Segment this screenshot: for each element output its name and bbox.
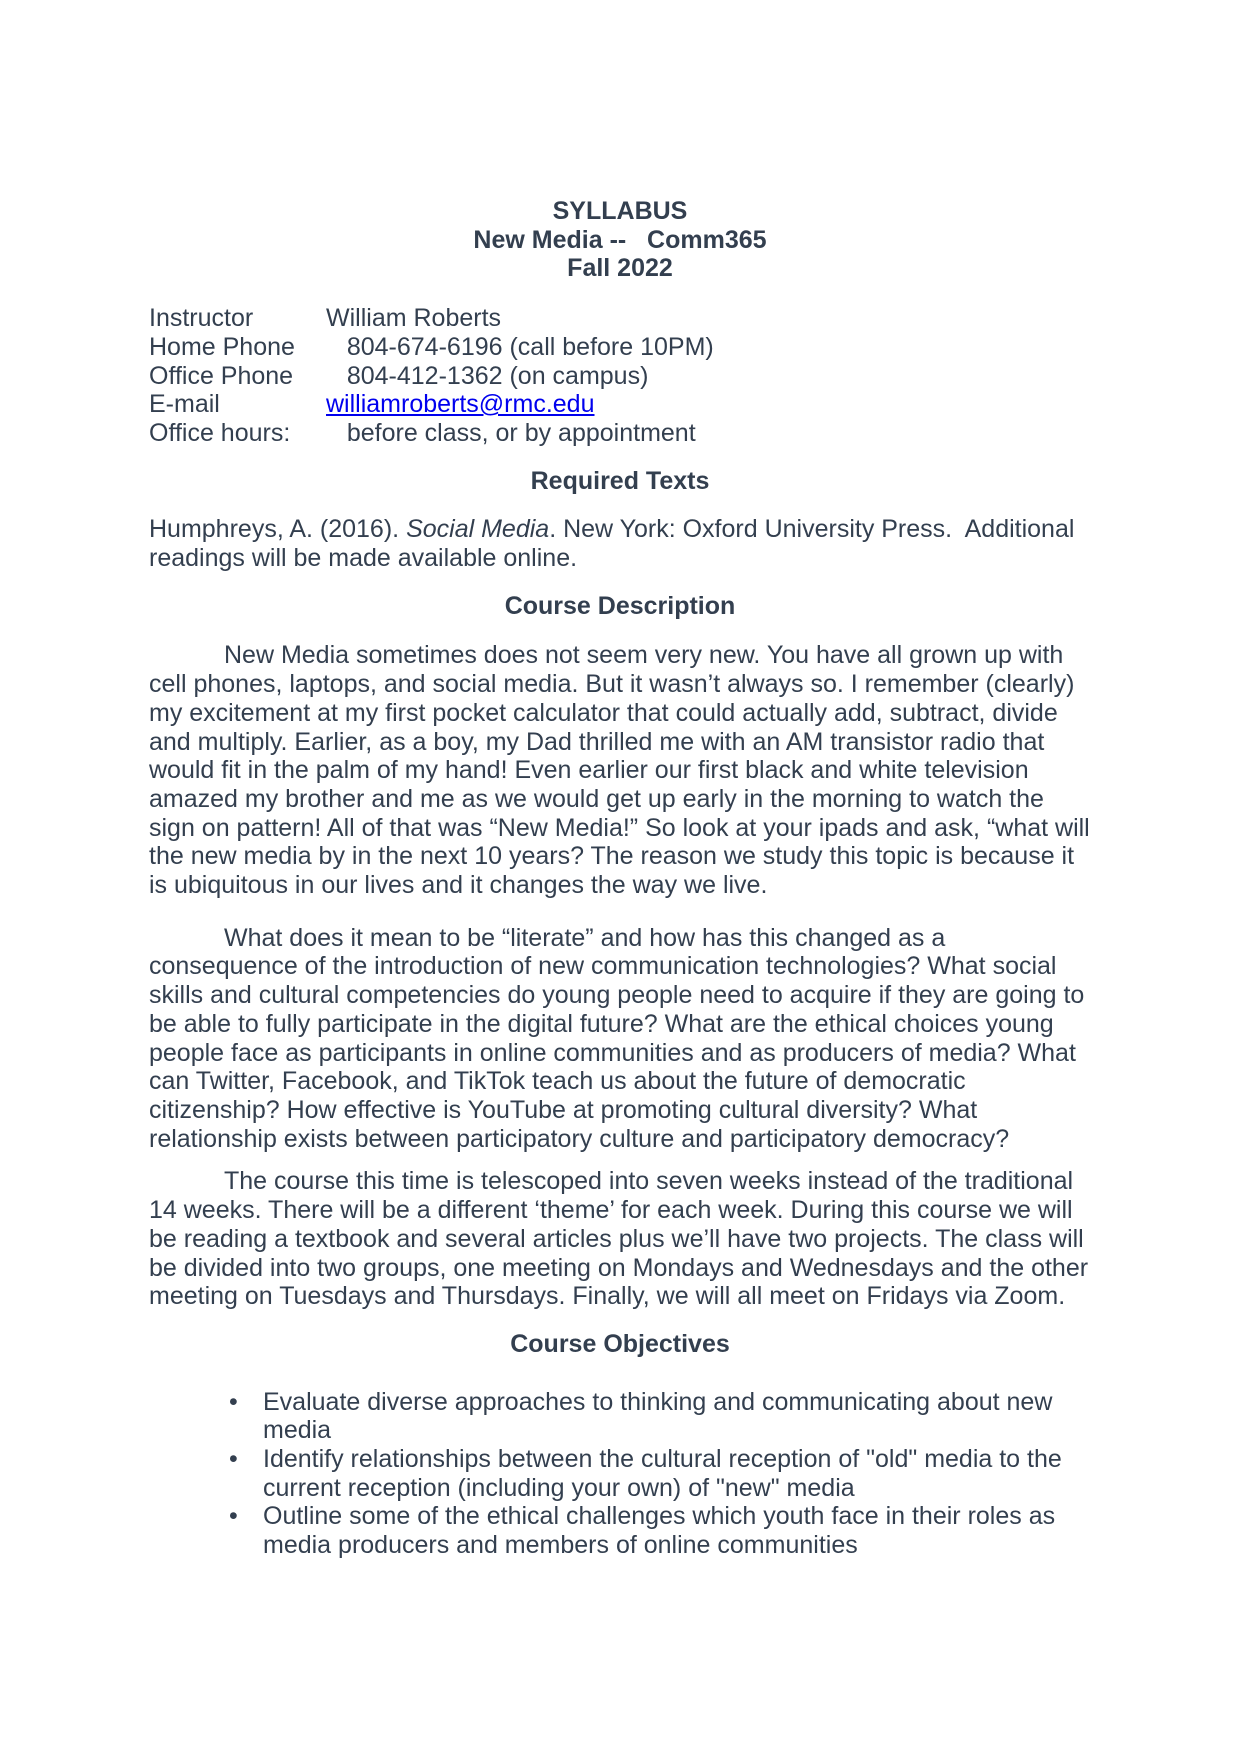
section-heading-course-description: Course Description [504,591,736,620]
objective-item [149,1502,1091,1559]
contact-row-instructor [149,304,1091,333]
title-line-course: New Media -- Comm365 [473,225,767,254]
contact-value: 804-412-1362 (on campus) [326,361,649,390]
bullet-icon: • [229,1387,238,1416]
contact-row-email [149,390,1091,419]
objective-text: Evaluate diverse approaches to thinking and communicating about new media [263,1387,1053,1445]
contact-label: Instructor [149,304,254,333]
citation-prefix: Humphreys, A. (2016). [149,515,407,544]
contact-label: Office Phone [149,361,294,390]
contact-label: Home Phone [149,332,295,361]
section-heading-required-texts: Required Texts [530,466,710,495]
contact-label: Office hours: [149,418,291,447]
title-line-syllabus: SYLLABUS [552,197,688,225]
contact-info-block [149,304,1091,448]
required-texts-citation [149,515,1091,572]
objective-text: Identify relationships between the cultural reception of "old" media to the current reception (including your own) of "new" media [263,1445,1062,1502]
citation-book-title: Social Media [406,515,550,544]
contact-value: before class, or by appointment [326,418,696,447]
course-description-paragraph-1: New Media sometimes does not seem very new. You have all grown up with cell phones, laptops, and social media. But it wasn’t always so. I remember (clearly) my excitement at my first pocket calculator that could actually add, subtract, divide and multiply. Earlier, as a boy, my Dad thrilled me with an AM transistor radio that would fit in the palm of my hand! Even earlier our first black and white television amazed my brother and me as we would get up early in the morning to watch the sign on pattern! All of that was “New Media!” So look at your ipads and ask, “what will the new media by in the next 10 years? The reason we study this topic is because it is ubiquitous in our lives and it changes the way we live. [149,641,1097,900]
citation-suffix: . New York: Oxford University Press. Additional readings will be made available online. [149,515,1082,573]
contact-row-office-hours [149,419,1091,448]
objective-item [149,1388,1091,1445]
title-line-term: Fall 2022 [567,254,673,283]
contact-value: 804-674-6196 (call before 10PM) [326,332,714,361]
document-title-block [149,197,1091,283]
section-heading-course-objectives: Course Objectives [510,1329,730,1358]
contact-label: E-mail [149,390,220,419]
course-description-paragraph-3: The course this time is telescoped into seven weeks instead of the traditional 14 weeks. There will be a different ‘theme’ for each week. During this course we will be reading a textbook and several articles plus we’ll have two projects. The class will be divided into two groups, one meeting on Mondays and Wednesdays and the other meeting on Tuesdays and Thursdays. Finally, we will all meet on Fridays via Zoom. [149,1167,1096,1311]
bullet-icon: • [229,1445,238,1474]
contact-row-office-phone [149,362,1091,391]
contact-row-home-phone [149,333,1091,362]
email-link[interactable]: williamroberts@rmc.edu [326,390,595,419]
bullet-icon: • [229,1502,238,1531]
objective-item [149,1445,1091,1502]
objective-text: Outline some of the ethical challenges which youth face in their roles as media producers and members of online communities [263,1502,1056,1560]
course-objectives-list [149,1388,1091,1560]
course-description-paragraph-2: What does it mean to be “literate” and how has this changed as a consequence of the introduction of new communication technologies? What social skills and cultural competencies do young people need to acquire if they are going to be able to fully participate in the digital future? What are the ethical choices young people face as participants in online communities and as producers of media? What can Twitter, Facebook, and TikTok teach us about the future of democratic citizenship? How effective is YouTube at promoting cultural diversity? What relationship exists between participatory culture and participatory democracy? [149,923,1092,1153]
contact-value: William Roberts [326,304,502,333]
